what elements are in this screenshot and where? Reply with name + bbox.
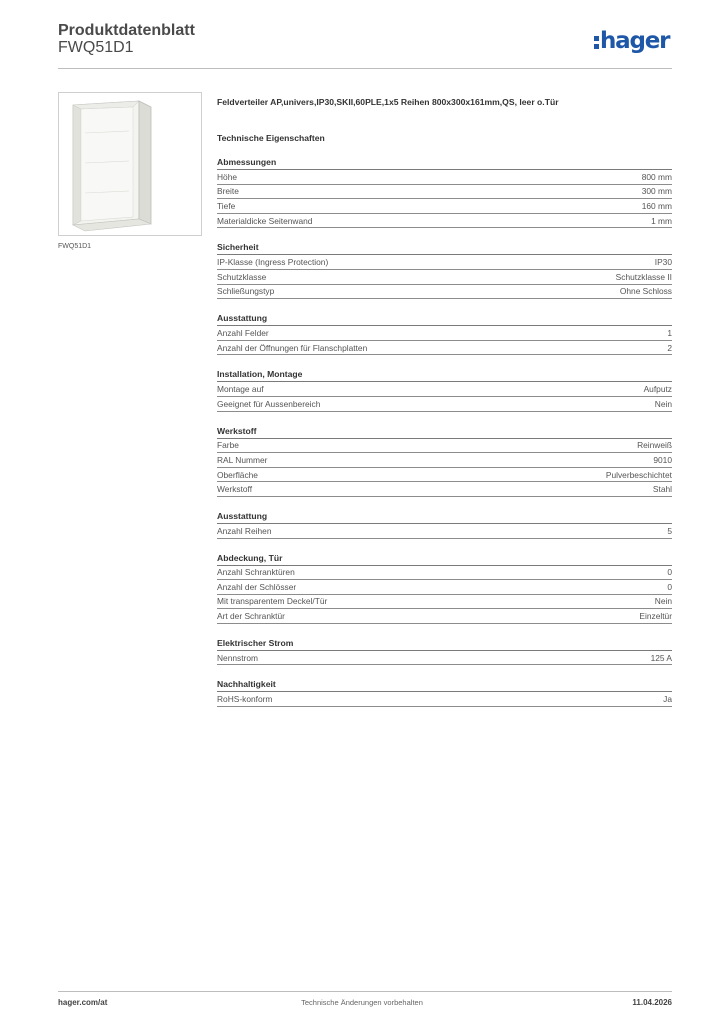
property-section xyxy=(217,241,672,299)
property-section xyxy=(217,312,672,355)
property-label: Anzahl Reihen xyxy=(217,525,272,536)
product-image xyxy=(58,92,202,236)
property-row xyxy=(217,170,672,185)
property-row xyxy=(217,341,672,356)
property-section xyxy=(217,368,672,411)
property-value: 0 xyxy=(667,567,672,578)
property-value: 2 xyxy=(667,342,672,353)
property-label: Breite xyxy=(217,186,239,197)
property-value: Ja xyxy=(663,694,672,705)
property-label: Materialdicke Seitenwand xyxy=(217,215,313,226)
property-row xyxy=(217,270,672,285)
property-label: Anzahl Schranktüren xyxy=(217,567,295,578)
section-title: Abdeckung, Tür xyxy=(217,552,672,566)
property-label: Höhe xyxy=(217,171,238,182)
property-value: Nein xyxy=(654,596,672,607)
property-row xyxy=(217,397,672,412)
property-label: Art der Schranktür xyxy=(217,611,285,622)
header-divider xyxy=(58,68,672,69)
property-label: Anzahl Felder xyxy=(217,327,269,338)
property-label: Schutzklasse xyxy=(217,271,267,282)
property-value: Aufputz xyxy=(643,384,672,395)
property-value: Reinweiß xyxy=(637,440,672,451)
property-row xyxy=(217,595,672,610)
property-row xyxy=(217,382,672,397)
property-row xyxy=(217,566,672,581)
property-label: Geeignet für Aussenbereich xyxy=(217,398,321,409)
property-row xyxy=(217,651,672,666)
section-title: Elektrischer Strom xyxy=(217,637,672,651)
product-code: FWQ51D1 xyxy=(58,39,134,56)
property-label: Anzahl der Schlösser xyxy=(217,581,297,592)
property-label: Oberfläche xyxy=(217,469,258,480)
property-section xyxy=(217,637,672,666)
property-value: Pulverbeschichtet xyxy=(605,469,672,480)
property-row xyxy=(217,199,672,214)
property-row xyxy=(217,692,672,707)
property-row xyxy=(217,214,672,229)
property-label: Werkstoff xyxy=(217,484,253,495)
property-label: IP-Klasse (Ingress Protection) xyxy=(217,257,329,268)
property-label: RAL Nummer xyxy=(217,454,268,465)
property-row xyxy=(217,185,672,200)
property-section xyxy=(217,678,672,707)
product-description: Feldverteiler AP,univers,IP30,SKII,60PLE,1x5 Reihen 800x300x161mm,QS, leer o.Tür xyxy=(217,97,559,107)
property-value: 0 xyxy=(667,581,672,592)
property-value: 1 xyxy=(667,327,672,338)
hager-logo[interactable] xyxy=(594,24,669,58)
footer-divider xyxy=(58,991,672,992)
product-details xyxy=(217,96,672,707)
property-value: 9010 xyxy=(653,454,672,465)
property-value: 800 mm xyxy=(641,171,672,182)
section-title: Abmessungen xyxy=(217,156,672,170)
property-value: 125 A xyxy=(650,652,672,663)
property-label: Tiefe xyxy=(217,200,236,211)
property-row xyxy=(217,524,672,539)
property-value: Stahl xyxy=(652,484,672,495)
property-label: Anzahl der Öffnungen für Flanschplatten xyxy=(217,342,368,353)
property-value: 1 mm xyxy=(651,215,672,226)
property-value: 300 mm xyxy=(641,186,672,197)
property-label: Schließungstyp xyxy=(217,286,275,297)
property-row xyxy=(217,439,672,454)
property-value: 160 mm xyxy=(641,200,672,211)
logo-text: hager xyxy=(600,27,670,54)
property-row xyxy=(217,285,672,300)
section-title: Werkstoff xyxy=(217,425,672,439)
property-row xyxy=(217,326,672,341)
section-title: Nachhaltigkeit xyxy=(217,678,672,692)
property-section xyxy=(217,510,672,539)
property-value: Ohne Schloss xyxy=(619,286,672,297)
footer-note: Technische Änderungen vorbehalten xyxy=(301,998,423,1007)
property-sections xyxy=(217,156,672,707)
property-label: Mit transparentem Deckel/Tür xyxy=(217,596,328,607)
section-title: Sicherheit xyxy=(217,241,672,255)
page-title: Produktdatenblatt xyxy=(58,22,195,39)
section-title: Installation, Montage xyxy=(217,368,672,382)
property-row xyxy=(217,482,672,497)
property-value: Schutzklasse II xyxy=(615,271,672,282)
section-title: Ausstattung xyxy=(217,312,672,326)
property-value: IP30 xyxy=(654,257,672,268)
property-label: RoHS-konform xyxy=(217,694,273,705)
property-row xyxy=(217,255,672,270)
footer-website-link[interactable]: hager.com/at xyxy=(58,998,108,1007)
distribution-board-illustration xyxy=(59,93,201,235)
property-row xyxy=(217,580,672,595)
property-section xyxy=(217,552,672,624)
property-section xyxy=(217,425,672,497)
logo-colon-mark xyxy=(594,33,599,50)
property-label: Farbe xyxy=(217,440,239,451)
footer-date: 11.04.2026 xyxy=(632,998,672,1007)
property-value: 5 xyxy=(667,525,672,536)
property-label: Nennstrom xyxy=(217,652,258,663)
property-row xyxy=(217,453,672,468)
property-value: Einzeltür xyxy=(639,611,672,622)
property-section xyxy=(217,156,672,228)
section-title: Ausstattung xyxy=(217,510,672,524)
property-value: Nein xyxy=(654,398,672,409)
property-row xyxy=(217,468,672,483)
technical-properties-heading: Technische Eigenschaften xyxy=(217,133,325,143)
property-label: Montage auf xyxy=(217,384,264,395)
image-caption: FWQ51D1 xyxy=(58,243,92,250)
property-row xyxy=(217,609,672,624)
